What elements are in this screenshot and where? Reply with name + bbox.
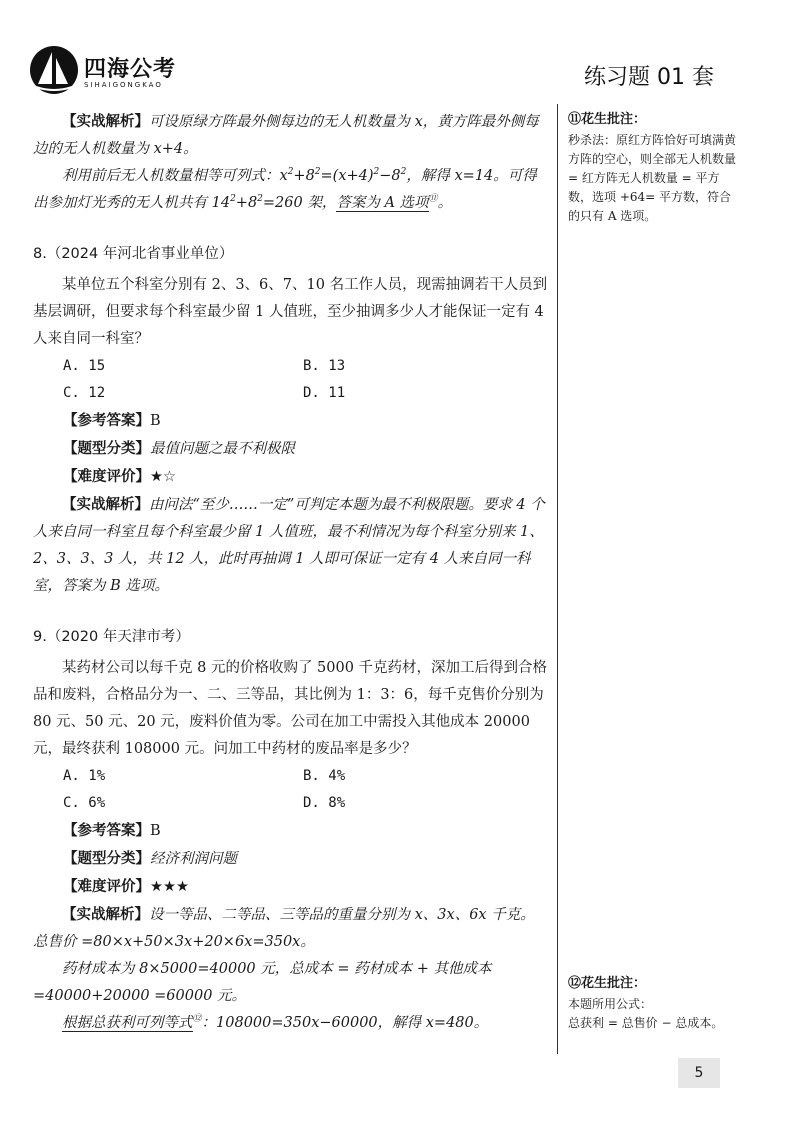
- q9-type: 【题型分类】经济利润问题: [63, 850, 237, 867]
- q9-heading: 9.（2020 年天津市考）: [33, 629, 190, 645]
- prev-analysis-line-2: 利用前后无人机数量相等可列式：$x^2+8^2=(x+4)^2-8^2$，解得 x=14。可得出参加灯光秀的无人机共有 $14^2+8^2=260$ 架，答案为 A 选项⑪。: [33, 167, 537, 211]
- q9-answer: 【参考答案】B: [63, 822, 161, 839]
- side-note-11-title: ⑪花生批注：: [568, 112, 647, 127]
- q9-option-a: A. 1%: [63, 768, 106, 784]
- q8-options: [33, 353, 548, 407]
- side-note-12-body-1: 本题所用公式：: [568, 997, 653, 1011]
- q8-answer: 【参考答案】B: [63, 412, 161, 429]
- page-header: [0, 0, 800, 100]
- note-ref-11: ⑪: [428, 194, 438, 205]
- side-note-12-body-2: 总获利 = 总售价 − 总成本。: [568, 1016, 724, 1030]
- side-note-11-body: 秒杀法：原红方阵恰好可填满黄方阵的空心，则全部无人机数量 = 红方阵无人机数量 = 平方数，选项 +64= 平方数，符合的只有 A 选项。: [568, 133, 737, 223]
- sailboat-logo-icon: [28, 44, 80, 96]
- q9-difficulty: 【难度评价】★★★: [63, 878, 189, 895]
- q8-difficulty: 【难度评价】★☆: [63, 468, 176, 485]
- q9-option-d: D. 8%: [303, 795, 346, 811]
- q9-analysis-3: 根据总获利可列等式⑫：108000=350x−60000，解得 x=480。: [62, 1014, 489, 1031]
- brand-name: 四海公考: [84, 57, 177, 82]
- q9-option-c: C. 6%: [63, 795, 106, 811]
- q9-analysis-1: 【实战解析】设一等品、二等品、三等品的重量分别为 x、3x、6x 千克。总售价 =80×x+50×3x+20×6x=350x。: [33, 906, 535, 950]
- main-column: [33, 108, 548, 1037]
- brand-subtitle: SIHAIGONGKAO: [84, 81, 163, 89]
- q9-stem: 某药材公司以每千克 8 元的价格收购了 5000 千克药材，深加工后得到合格品和废料，合格品分为一、二、三等品，其比例为 1：3：6，每千克售价分别为 80 元、50 元、20 元，废料价值为零。公司在加工中需投入其他成本 20000 元，最终获利 108000 元。问加工中药材的废品率是多少？: [33, 660, 548, 757]
- side-note-12: [568, 974, 738, 1033]
- q9-options: [33, 763, 548, 817]
- q8-analysis: 【实战解析】由问法“至少……一定”可判定本题为最不利极限题。要求 4 个人来自同一科室且每个科室最少留 1 人值班，最不利情况为每个科室分别来 1、2、3、3、3 人，共 12 人，此时再抽调 1 人即可保证一定有 4 人来自同一科室，答案为 B 选项。: [33, 496, 545, 594]
- q8-option-d: D. 11: [303, 385, 346, 401]
- practice-set-title: 练习题 01 套: [584, 65, 714, 90]
- q8-heading: 8.（2024 年河北省事业单位）: [33, 246, 234, 262]
- q8-type: 【题型分类】最值问题之最不利极限: [63, 440, 295, 457]
- column-divider: [557, 104, 558, 1054]
- q8-option-a: A. 15: [63, 358, 106, 374]
- side-note-12-title: ⑫花生批注：: [568, 976, 647, 991]
- page-number: 5: [678, 1058, 720, 1088]
- prev-analysis-line-1: 【实战解析】可设原绿方阵最外侧每边的无人机数量为 x，黄方阵最外侧每边的无人机数量为 x+4。: [33, 113, 539, 157]
- brand-logo: [28, 44, 178, 104]
- q8-option-c: C. 12: [63, 385, 106, 401]
- q9-option-b: B. 4%: [303, 768, 346, 784]
- side-note-11: [568, 110, 738, 226]
- q9-analysis-2: 药材成本为 8×5000=40000 元，总成本 = 药材成本 + 其他成本 =40000+20000 =60000 元。: [33, 961, 492, 1004]
- q8-option-b: B. 13: [303, 358, 346, 374]
- q8-stem: 某单位五个科室分别有 2、3、6、7、10 名工作人员，现需抽调若干人员到基层调研，但要求每个科室最少留 1 人值班，至少抽调多少人才能保证一定有 4 人来自同一科室？: [33, 277, 548, 347]
- answer-underlined: 答案为 A 选项: [336, 195, 429, 211]
- note-ref-12: ⑫: [192, 1014, 202, 1025]
